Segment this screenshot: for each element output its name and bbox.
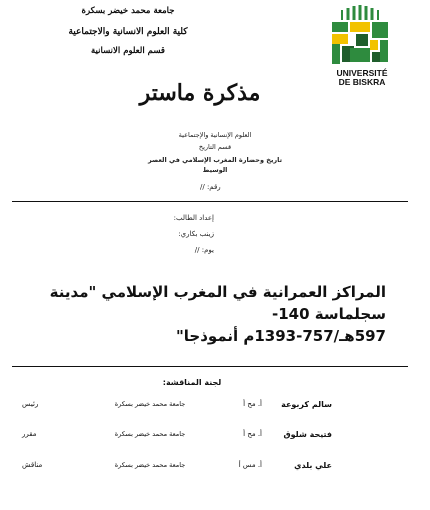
jury-name: سالم كربوعة [281,400,332,409]
department-label: قسم التاريخ [198,143,232,151]
jury-name: فتيحة شلوق [283,430,332,439]
department-header: قسم العلوم الانسانية [91,46,165,56]
jury-rank: أ. مح أ [243,400,262,408]
divider-bottom [12,366,408,367]
university-name: جامعة محمد خيضر بسكرة [81,6,175,16]
jury-row [0,400,430,414]
logo-wordmark: UNIVERSITÉ DE BISKRA [336,68,388,87]
specialty-label: تاريخ وحضارة المغرب الإسلامي في العصر الوسيط [147,156,283,174]
jury-role: مقرر [22,430,37,438]
jury-rank: أ. مس أ [238,461,262,469]
divider-top [12,201,408,202]
jury-row [0,461,430,475]
author-name: زينب بكاري: [178,230,214,238]
jury-institution: جامعة محمد خيضر بسكرة [114,461,186,469]
jury-institution: جامعة محمد خيضر بسكرة [114,430,186,438]
jury-row [0,430,430,444]
jury-institution: جامعة محمد خيضر بسكرة [114,400,186,408]
jury-name: علي بلدي [294,461,332,470]
faculty-name: كلية العلوم الانسانية والاجتماعية [68,27,188,37]
jury-rank: أ. مح أ [243,430,262,438]
jury-role: رئيس [22,400,39,408]
committee-title: لجنة المناقشة: [162,378,222,387]
prepared-by-label: إعداد الطالب: [173,214,214,222]
thesis-title-line-1: المراكز العمرانية في المغرب الإسلامي "مدينة سجلماسة 140- [49,283,386,323]
field-label: العلوم الإنسانية والإجتماعية [178,131,252,139]
defense-day: يوم: // [194,246,214,254]
jury-role: مناقش [22,461,43,469]
thesis-title-line-2: 597هـ/757-1393م أنموذجا" [175,327,386,345]
reference-number: رقم: // [200,183,221,191]
page-title: مذكرة ماستر [139,80,261,106]
thesis-title [26,281,386,347]
